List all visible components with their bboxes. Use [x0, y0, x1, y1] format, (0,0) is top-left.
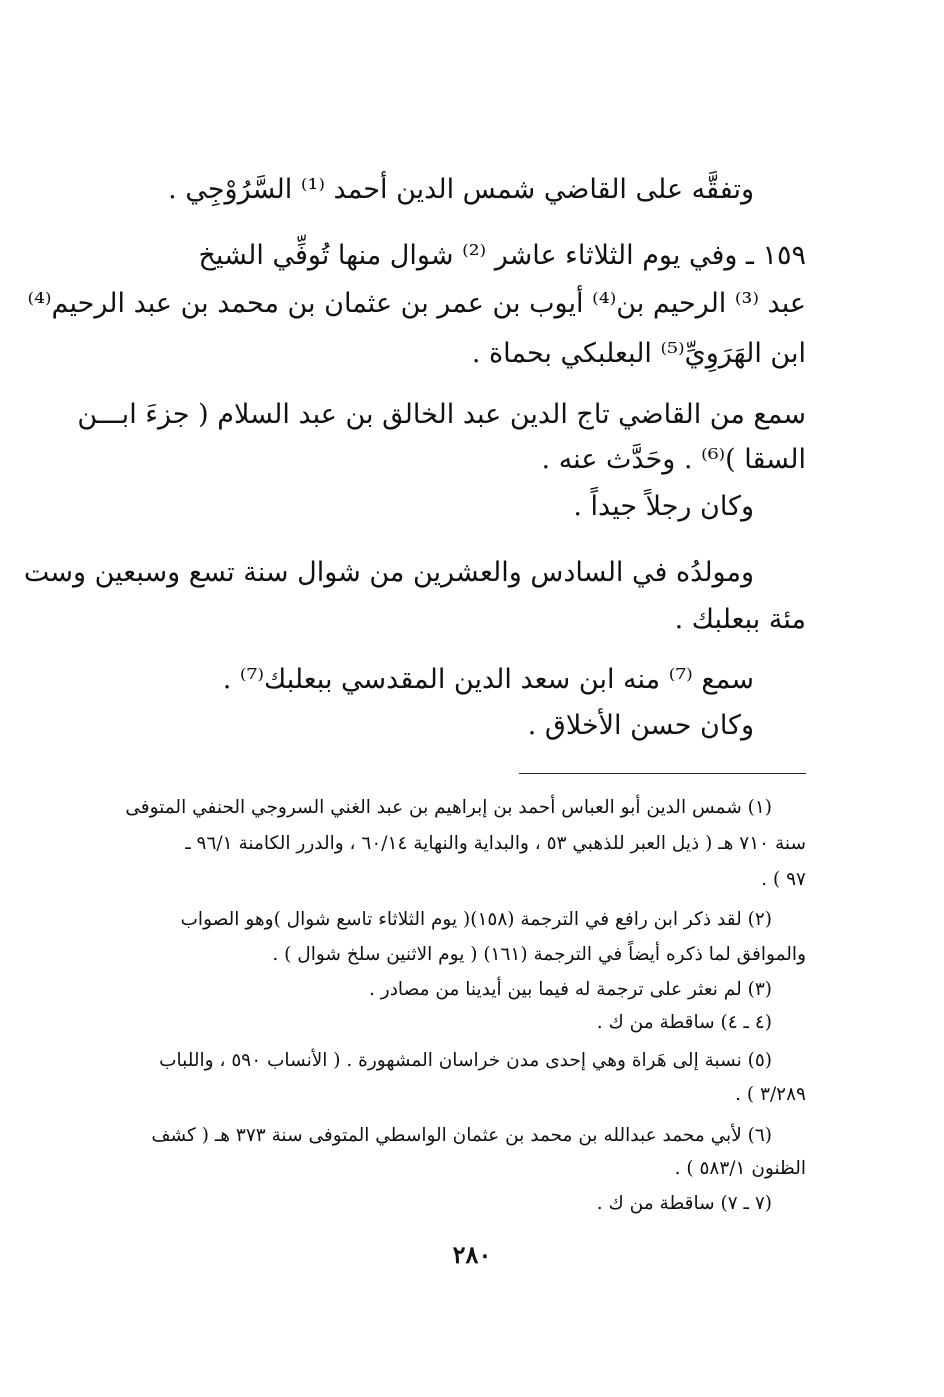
footnote-4: (٤ ـ ٤) ساقطة من ك . — [596, 1012, 772, 1033]
footnote-6-line-1: (٦) لأبي محمد عبدالله بن محمد بن عثمان الواسطي المتوفى سنة ٣٧٣ هـ ( كشف — [151, 1125, 772, 1146]
footnote-5-line-2: ٣/٢٨٩ ) . — [735, 1084, 806, 1105]
footnote-7: (٧ ـ ٧) ساقطة من ك . — [596, 1193, 772, 1214]
footnote-1-line-1: (١) شمس الدين أبو العباس أحمد بن إبراهيم بن عبد الغني السروجي الحنفي المتوفى — [125, 797, 772, 818]
footnote-1-line-3: ٩٧ ) . — [761, 869, 806, 890]
body-line-9: مئة ببعلبك . — [674, 604, 806, 635]
footnote-3: (٣) لم نعثر على ترجمة له فيما بين أيدينا من مصادر . — [369, 979, 772, 1000]
body-line-8: ومولدُه في السادس والعشرين من شوال سنة تسع وسبعين وست — [23, 557, 754, 588]
footnote-2-line-2: والموافق لما ذكره أيضاً في الترجمة (١٦١) ( يوم الاثنين سلخ شوال ) . — [272, 944, 806, 965]
footnote-5-line-1: (٥) نسبة إلى هَراة وهي إحدى مدن خراسان المشهورة . ( الأنساب ٥٩٠ ، واللباب — [159, 1050, 772, 1071]
footnote-1-line-2: سنة ٧١٠ هـ ( ذيل العبر للذهبي ٥٣ ، والبداية والنهاية ٦٠/١٤ ، والدرر الكامنة ٩٦/١ ـ — [185, 833, 806, 854]
body-line-10: سمع ⁽⁷⁾ منه ابن سعد الدين المقدسي ببعلبك⁽⁷⁾ . — [222, 664, 754, 695]
footnote-6-line-2: الظنون ٥٨٣/١ ) . — [674, 1158, 806, 1179]
body-line-4: ابن الهَرَوِيِّ⁽⁵⁾ البعلبكي بحماة . — [471, 338, 806, 369]
body-line-6: السقا )⁽⁶⁾ . وحَدَّث عنه . — [541, 444, 806, 475]
footnote-separator — [519, 773, 806, 774]
body-line-11: وكان حسن الأخلاق . — [527, 710, 754, 741]
body-line-5: سمع من القاضي تاج الدين عبد الخالق بن عبد السلام ( جزءَ ابـــن — [77, 399, 806, 430]
body-line-1: وتفقَّه على القاضي شمس الدين أحمد ⁽¹⁾ السَّرُوْجِي . — [168, 174, 754, 205]
body-line-3: عبد ⁽³⁾ الرحيم بن⁽⁴⁾ أيوب بن عمر بن عثمان بن محمد بن عبد الرحيم⁽⁴⁾ — [27, 288, 806, 319]
footnote-2-line-1: (٢) لقد ذكر ابن رافع في الترجمة (١٥٨)( يوم الثلاثاء تاسع شوال )وهو الصواب — [180, 909, 772, 930]
page-number: ٢٨٠ — [452, 1240, 492, 1269]
body-line-7: وكان رجلاً جيداً . — [573, 491, 754, 522]
entry-159-heading-line: ١٥٩ ـ وفي يوم الثلاثاء عاشر ⁽²⁾ شوال منها تُوفِّي الشيخ — [198, 240, 806, 271]
